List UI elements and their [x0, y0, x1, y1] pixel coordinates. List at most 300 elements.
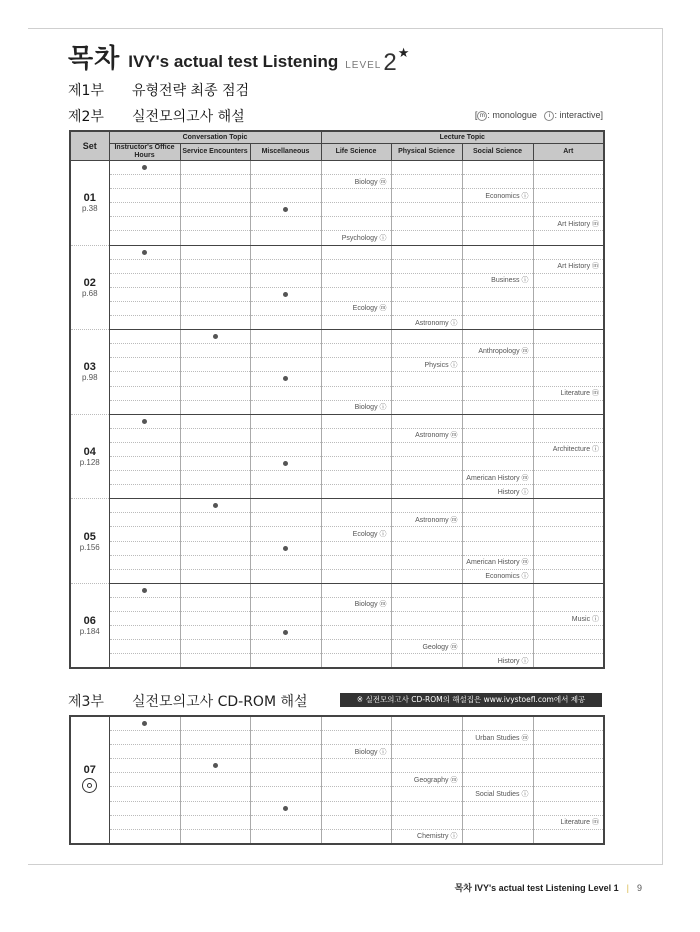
table-cell — [250, 485, 321, 499]
table-cell — [250, 259, 321, 273]
set-cell — [70, 161, 109, 246]
table-cell — [250, 731, 321, 745]
table-cell — [391, 231, 462, 245]
set-cell — [70, 583, 109, 668]
table-cell — [533, 175, 604, 189]
table-row — [70, 203, 604, 217]
table-cell — [250, 330, 321, 344]
table-cell — [462, 527, 533, 541]
table-cell — [391, 513, 462, 527]
table-row — [70, 612, 604, 626]
table-cell — [533, 626, 604, 640]
star-icon: ★ — [397, 46, 410, 61]
lecture-label: Psychology ⓘ — [341, 235, 387, 243]
table-cell — [533, 330, 604, 344]
table-cell — [391, 801, 462, 815]
table-cell — [180, 569, 250, 583]
table-cell — [391, 640, 462, 654]
table-cell — [109, 787, 180, 801]
table-row — [70, 654, 604, 669]
cdrom-table — [69, 715, 605, 845]
table-cell — [321, 597, 391, 611]
table-cell — [321, 414, 391, 428]
table-cell — [391, 773, 462, 787]
table-cell — [321, 161, 391, 175]
table-cell — [462, 344, 533, 358]
col-social-science: Social Science — [462, 144, 533, 161]
table-cell — [180, 541, 250, 555]
table-cell — [391, 344, 462, 358]
table-cell — [533, 259, 604, 273]
table-cell — [462, 301, 533, 315]
table-cell — [462, 428, 533, 442]
table-cell — [391, 217, 462, 231]
table-row — [70, 231, 604, 245]
table-cell — [250, 386, 321, 400]
table-cell — [109, 428, 180, 442]
table-cell — [109, 485, 180, 499]
table-cell — [462, 569, 533, 583]
table-cell — [180, 245, 250, 259]
table-cell — [391, 555, 462, 569]
topic-dot-icon — [283, 461, 288, 466]
set-page: p.38 — [81, 204, 98, 214]
table-cell — [180, 175, 250, 189]
table-cell — [180, 203, 250, 217]
table-cell — [180, 626, 250, 640]
table-cell — [462, 731, 533, 745]
table-cell — [250, 569, 321, 583]
table-cell — [180, 583, 250, 597]
part2-title: 실전모의고사 해설 — [132, 109, 245, 125]
topic-dot-icon — [283, 806, 288, 811]
table-cell — [462, 161, 533, 175]
table-cell — [321, 189, 391, 203]
table-cell — [180, 745, 250, 759]
table-cell — [391, 442, 462, 456]
table-cell — [462, 203, 533, 217]
table-cell — [321, 358, 391, 372]
set-page: p.98 — [81, 373, 98, 383]
topic-dot-icon — [142, 165, 147, 170]
table-cell — [391, 541, 462, 555]
topic-dot-icon — [213, 334, 218, 339]
set-header: Set — [70, 131, 109, 161]
lecture-label: Business ⓘ — [491, 277, 529, 285]
table-row — [70, 428, 604, 442]
table-cell — [321, 259, 391, 273]
lecture-label: Economics ⓘ — [485, 192, 529, 200]
table-row — [70, 217, 604, 231]
table-cell — [462, 541, 533, 555]
set-cell — [70, 245, 109, 330]
table-cell — [533, 745, 604, 759]
table-cell — [321, 569, 391, 583]
table-cell — [321, 442, 391, 456]
table-cell — [180, 442, 250, 456]
table-row — [70, 189, 604, 203]
table-cell — [462, 787, 533, 801]
set-cell — [70, 414, 109, 499]
table-cell — [250, 555, 321, 569]
table-cell — [180, 217, 250, 231]
table-cell — [109, 400, 180, 414]
table-cell — [533, 189, 604, 203]
table-cell — [109, 189, 180, 203]
table-cell — [391, 175, 462, 189]
lecture-label: American History ⓜ — [466, 474, 529, 482]
table-cell — [250, 513, 321, 527]
table-cell — [250, 829, 321, 844]
table-cell — [321, 555, 391, 569]
table-cell — [109, 731, 180, 745]
level-number: 2 — [383, 49, 397, 76]
table-cell — [462, 801, 533, 815]
table-cell — [180, 358, 250, 372]
table-cell — [250, 456, 321, 470]
table-cell — [391, 273, 462, 287]
table-cell — [462, 175, 533, 189]
table-cell — [391, 597, 462, 611]
table-cell — [180, 485, 250, 499]
table-cell — [250, 203, 321, 217]
lecture-label: Astronomy ⓜ — [415, 516, 458, 524]
table-cell — [250, 773, 321, 787]
table-cell — [180, 400, 250, 414]
table-cell — [533, 815, 604, 829]
table-cell — [180, 787, 250, 801]
table-cell — [462, 829, 533, 844]
lecture-label: Biology ⓘ — [354, 748, 387, 756]
lecture-label: Social Studies ⓘ — [475, 791, 529, 799]
table-cell — [462, 358, 533, 372]
table-cell — [321, 400, 391, 414]
table-cell — [533, 161, 604, 175]
lecture-label: Architecture ⓘ — [552, 446, 600, 454]
table-cell — [391, 372, 462, 386]
table-cell — [462, 499, 533, 513]
set-number: 03 — [83, 361, 96, 374]
title-en: IVY's actual test Listening — [128, 52, 339, 71]
table-cell — [533, 456, 604, 470]
set-number: 07 — [83, 764, 96, 777]
table-cell — [533, 640, 604, 654]
table-cell — [533, 569, 604, 583]
table-cell — [321, 456, 391, 470]
table-cell — [109, 583, 180, 597]
table-cell — [462, 716, 533, 731]
title-kr: 목차 — [68, 44, 121, 74]
table-cell — [391, 386, 462, 400]
table-cell — [533, 471, 604, 485]
table-cell — [109, 555, 180, 569]
set-number: 02 — [83, 276, 96, 289]
table-cell — [462, 330, 533, 344]
table-row — [70, 273, 604, 287]
table-cell — [462, 485, 533, 499]
table-cell — [321, 787, 391, 801]
table-cell — [180, 259, 250, 273]
page-footer — [455, 881, 642, 894]
table-cell — [533, 716, 604, 731]
table-cell — [109, 372, 180, 386]
table-row — [70, 161, 604, 175]
table-cell — [109, 471, 180, 485]
table-cell — [250, 583, 321, 597]
table-cell — [180, 513, 250, 527]
table-cell — [321, 541, 391, 555]
topic-dot-icon — [283, 376, 288, 381]
table-cell — [391, 245, 462, 259]
topic-dot-icon — [142, 588, 147, 593]
table-cell — [533, 829, 604, 844]
cdrom-notice: ※ 실전모의고사 CD-ROM의 해설집은 www.ivystoefl.com에서 제공 — [340, 693, 602, 707]
set-number: 05 — [83, 530, 96, 543]
table-row — [70, 745, 604, 759]
lecture-label: Geography ⓜ — [413, 776, 458, 784]
table-cell — [533, 541, 604, 555]
table-cell — [321, 527, 391, 541]
table-cell — [109, 442, 180, 456]
table-cell — [180, 829, 250, 844]
part3-heading — [68, 691, 308, 711]
table-cell — [180, 273, 250, 287]
table-row — [70, 716, 604, 731]
table-cell — [462, 231, 533, 245]
table-cell — [321, 301, 391, 315]
lecture-label: Art History ⓜ — [557, 220, 600, 228]
table-cell — [321, 773, 391, 787]
table-row — [70, 626, 604, 640]
table-cell — [180, 287, 250, 301]
table-cell — [391, 583, 462, 597]
table-cell — [180, 640, 250, 654]
table-cell — [250, 316, 321, 330]
table-cell — [321, 716, 391, 731]
footer-title: 목차 IVY's actual test Listening Level 1 — [454, 883, 619, 893]
page-number: 9 — [636, 883, 642, 893]
table-cell — [462, 654, 533, 669]
table-cell — [180, 372, 250, 386]
table-cell — [180, 456, 250, 470]
table-cell — [533, 358, 604, 372]
table-cell — [391, 203, 462, 217]
table-cell — [250, 640, 321, 654]
table-cell — [109, 414, 180, 428]
table-cell — [250, 372, 321, 386]
table-row — [70, 372, 604, 386]
table-cell — [533, 316, 604, 330]
table-cell — [533, 287, 604, 301]
table-cell — [462, 316, 533, 330]
table-cell — [250, 716, 321, 731]
table-cell — [109, 456, 180, 470]
lecture-label: History ⓘ — [497, 488, 529, 496]
table-cell — [533, 245, 604, 259]
table-cell — [321, 231, 391, 245]
table-cell — [109, 569, 180, 583]
table-cell — [321, 372, 391, 386]
cd-icon — [82, 778, 97, 793]
set-number: 06 — [83, 615, 96, 628]
table-cell — [250, 759, 321, 773]
lecture-label: Geology ⓜ — [422, 643, 458, 651]
col-miscellaneous: Miscellaneous — [250, 144, 321, 161]
table-cell — [109, 203, 180, 217]
table-cell — [533, 372, 604, 386]
table-cell — [250, 801, 321, 815]
table-cell — [391, 189, 462, 203]
table-cell — [391, 815, 462, 829]
table-row — [70, 541, 604, 555]
table-cell — [321, 759, 391, 773]
table-row — [70, 759, 604, 773]
table-cell — [250, 414, 321, 428]
lecture-label: Astronomy ⓜ — [415, 432, 458, 440]
table-cell — [180, 330, 250, 344]
table-row — [70, 527, 604, 541]
table-cell — [533, 801, 604, 815]
table-cell — [321, 815, 391, 829]
lecture-label: Literature ⓜ — [560, 390, 600, 398]
table-cell — [391, 414, 462, 428]
table-cell — [391, 745, 462, 759]
table-row — [70, 815, 604, 829]
table-cell — [391, 316, 462, 330]
table-cell — [180, 231, 250, 245]
legend-open: [ — [474, 110, 478, 120]
footer-divider: | — [626, 883, 629, 893]
table-cell — [321, 626, 391, 640]
table-cell — [462, 555, 533, 569]
table-cell — [109, 745, 180, 759]
table-cell — [533, 597, 604, 611]
table-cell — [462, 189, 533, 203]
topic-dot-icon — [283, 207, 288, 212]
part1-heading — [68, 80, 249, 100]
table-row — [70, 569, 604, 583]
table-cell — [391, 731, 462, 745]
table-row — [70, 386, 604, 400]
table-cell — [462, 471, 533, 485]
table-cell — [321, 583, 391, 597]
table-cell — [462, 386, 533, 400]
table-cell — [321, 513, 391, 527]
table-cell — [462, 759, 533, 773]
lecture-label: Biology ⓜ — [354, 178, 387, 186]
table-cell — [321, 217, 391, 231]
part2-heading — [68, 106, 245, 126]
table-cell — [533, 583, 604, 597]
set-cell — [70, 330, 109, 415]
table-cell — [321, 485, 391, 499]
set-page: p.68 — [81, 288, 98, 298]
set-page: p.184 — [79, 627, 100, 637]
table-cell — [250, 344, 321, 358]
table-cell — [533, 759, 604, 773]
table-row — [70, 787, 604, 801]
table-cell — [180, 759, 250, 773]
table-cell — [462, 414, 533, 428]
set-page: p.156 — [79, 542, 100, 552]
table-cell — [462, 626, 533, 640]
table-cell — [321, 801, 391, 815]
table-cell — [462, 372, 533, 386]
table-cell — [391, 829, 462, 844]
table-cell — [321, 175, 391, 189]
table-cell — [250, 442, 321, 456]
table-cell — [109, 773, 180, 787]
table-cell — [321, 316, 391, 330]
table-row — [70, 400, 604, 414]
table-cell — [250, 189, 321, 203]
table-cell — [533, 344, 604, 358]
legend-interactive: : interactive] — [554, 110, 603, 120]
table-cell — [462, 640, 533, 654]
table-cell — [321, 499, 391, 513]
set-cell — [70, 499, 109, 584]
table-cell — [180, 414, 250, 428]
table-cell — [109, 612, 180, 626]
table-cell — [321, 287, 391, 301]
set-cell — [70, 716, 109, 844]
table-cell — [250, 400, 321, 414]
part3-label: 제3부 — [68, 694, 104, 710]
table-cell — [109, 640, 180, 654]
table-cell — [109, 217, 180, 231]
table-cell — [109, 654, 180, 669]
lecture-label: Ecology ⓜ — [352, 305, 387, 313]
table-cell — [250, 231, 321, 245]
table-cell — [391, 259, 462, 273]
topic-dot-icon — [142, 721, 147, 726]
table-cell — [109, 716, 180, 731]
table-cell — [391, 471, 462, 485]
set-page: p.128 — [79, 457, 100, 467]
legend-monologue: : monologue — [487, 110, 537, 120]
table-cell — [250, 745, 321, 759]
table-row — [70, 829, 604, 844]
table-cell — [462, 815, 533, 829]
set-number: 01 — [83, 192, 96, 205]
table-cell — [109, 330, 180, 344]
table-cell — [250, 815, 321, 829]
table-cell — [533, 612, 604, 626]
part2-label: 제2부 — [68, 109, 104, 125]
table-row — [70, 583, 604, 597]
table-cell — [462, 217, 533, 231]
table-row — [70, 485, 604, 499]
topic-dot-icon — [283, 292, 288, 297]
table-cell — [180, 161, 250, 175]
lecture-label: History ⓘ — [497, 657, 529, 665]
table-cell — [109, 541, 180, 555]
table-row — [70, 316, 604, 330]
table-row — [70, 499, 604, 513]
table-cell — [180, 801, 250, 815]
table-cell — [462, 259, 533, 273]
table-cell — [180, 555, 250, 569]
table-cell — [321, 330, 391, 344]
table-cell — [462, 456, 533, 470]
lecture-topic-header: Lecture Topic — [321, 131, 604, 144]
table-cell — [391, 301, 462, 315]
table-cell — [250, 287, 321, 301]
conversation-topic-header: Conversation Topic — [109, 131, 321, 144]
table-cell — [533, 273, 604, 287]
col-physical-science: Physical Science — [391, 144, 462, 161]
table-cell — [391, 759, 462, 773]
